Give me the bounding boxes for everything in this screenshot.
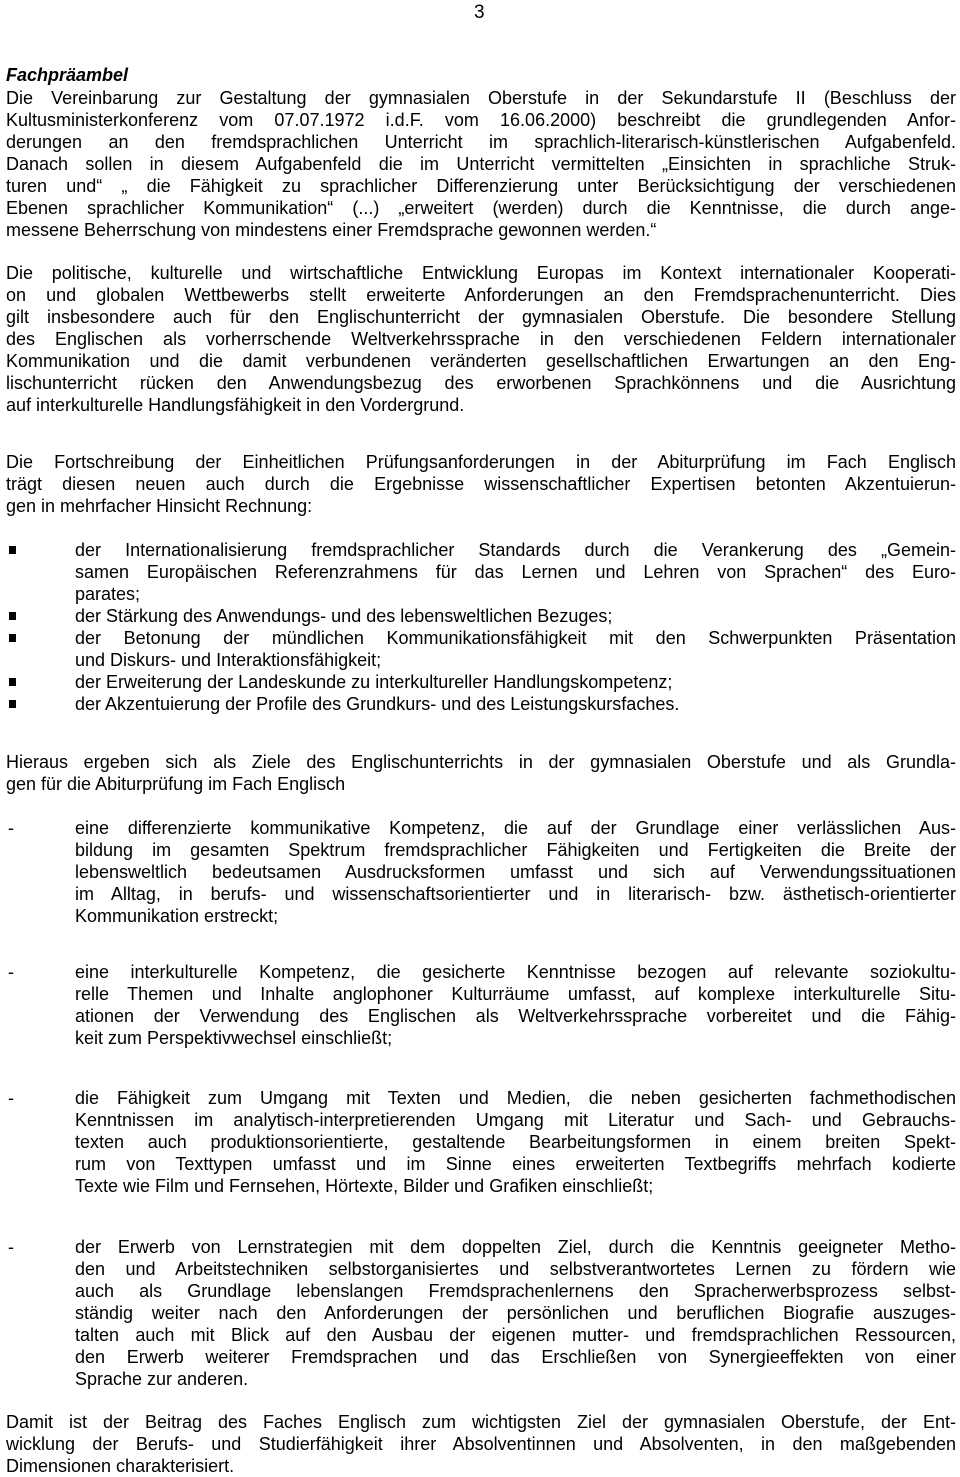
text-line: bildung im gesamten Spektrum fremdsprachlicher Fähigkeiten und Fertigkeiten die Breite der [75,840,956,860]
text-line: Kommunikation und die damit verbundenen veränderten gesellschaftlichen Erwartungen an den Eng- [6,351,956,371]
text-line: und Diskurs- und Interaktionsfähigkeit; [75,650,382,670]
list-item [6,961,956,1049]
list-item [6,627,956,671]
text-line: ständig weiter nach den Anforderungen der persönlichen und beruflichen Biografie auszuges- [75,1303,956,1323]
text-line: rum von Texttypen umfasst und im Sinne eines erweiterten Textbegriffs mehrfach kodierte [75,1154,956,1174]
text-line: eine interkulturelle Kompetenz, die gesicherte Kenntnisse bezogen auf relevante soziokultu- [75,962,956,982]
page-number: 3 [474,2,485,23]
text-line: der Akzentuierung der Profile des Grundkurs- und des Leistungskursfaches. [75,694,680,714]
text-line: talten auch mit Blick auf den Ausbau der eigenen mutter- und fremdsprachlichen Ressourcen, [75,1325,956,1345]
text-line: lebensweltlich bedeutsamen Ausdrucksformen umfasst und sich auf Verwendungssituationen [75,862,956,882]
text-line: Dimensionen charakterisiert. [6,1456,235,1476]
bullet-list [6,539,956,715]
dash-marker: - [8,1237,14,1257]
text-line: der Stärkung des Anwendungs- und des lebensweltlichen Bezuges; [75,606,613,626]
text-line: Kommunikation erstreckt; [75,906,279,926]
text-line: gen in mehrfacher Hinsicht Rechnung: [6,496,313,516]
text-line: der Betonung der mündlichen Kommunikationsfähigkeit mit den Schwerpunkten Präsentation [75,628,956,648]
paragraph [6,262,956,416]
text-line: Damit ist der Beitrag des Faches Englisch zum wichtigsten Ziel der gymnasialen Oberstufe, der Ent- [6,1412,956,1432]
text-line: Sprache zur anderen. [75,1369,249,1389]
list-item [6,539,956,605]
text-line: die Fähigkeit zum Umgang mit Texten und Medien, die neben gesicherten fachmethodischen [75,1088,956,1108]
text-line: den und Arbeitstechniken selbstorganisiertes und selbstverantwortetes Lernen zu fördern wie [75,1259,956,1279]
text-line: Die Fortschreibung der Einheitlichen Prüfungsanforderungen in der Abiturprüfung im Fach Englisch [6,452,956,472]
paragraph [6,87,956,241]
text-line: den Erwerb weiterer Fremdsprachen und das Erschließen von Synergieeffekten von einer [75,1347,956,1367]
text-line: parates; [75,584,141,604]
text-line: der Erweiterung der Landeskunde zu interkultureller Handlungskompetenz; [75,672,673,692]
text-line: auf interkulturelle Handlungsfähigkeit in den Vordergrund. [6,395,465,415]
text-line: gilt insbesondere auch für den Englischunterricht der gymnasialen Oberstufe. Die besondere Stellung [6,307,956,327]
list-item [6,671,956,693]
text-line: Hieraus ergeben sich als Ziele des Englischunterrichts in der gymnasialen Oberstufe und als Grundla- [6,752,956,772]
paragraph [6,451,956,517]
dash-list-item [6,817,956,927]
text-line: Kenntnissen im analytisch-interpretierenden Umgang mit Literatur und Sach- und Gebrauchs- [75,1110,956,1130]
text-line: wicklung der Berufs- und Studierfähigkeit ihrer Absolventinnen und Absolventen, in den maßgebenden [6,1434,956,1454]
list-item [6,605,956,627]
square-bullet-icon [9,546,16,554]
text-line: des Englischen als vorherrschende Weltverkehrssprache in den verschiedenen Feldern internationaler [6,329,956,349]
text-line: trägt diesen neuen auch durch die Ergebnisse wissenschaftlicher Expertisen betonten Akzentuierun- [6,474,956,494]
text-line: relle Themen und Inhalte anglophoner Kulturräume umfasst, auf komplexe interkulturelle Situ- [75,984,956,1004]
text-line: Kultusministerkonferenz vom 07.07.1972 i.d.F. vom 16.06.2000) beschreibt die grundlegenden Anfor- [6,110,956,130]
square-bullet-icon [9,678,16,686]
text-line: keit zum Perspektivwechsel einschließt; [75,1028,393,1048]
list-item [6,1236,956,1390]
dash-marker: - [8,818,14,838]
paragraph [6,1411,956,1477]
section-heading: Fachpräambel [6,65,129,85]
text-line: samen Europäischen Referenzrahmens für das Lernen und Lehren von Sprachen“ des Euro- [75,562,956,582]
text-line: Texte wie Film und Fernsehen, Hörtexte, Bilder und Grafiken einschließt; [75,1176,654,1196]
paragraph [6,751,956,795]
list-item [6,817,956,927]
text-line: lischunterricht rücken den Anwendungsbezug des erworbenen Sprachkönnens und die Ausrichtung [6,373,956,393]
dash-marker: - [8,1088,14,1108]
text-line: eine differenzierte kommunikative Kompetenz, die auf der Grundlage einer verlässlichen Aus- [75,818,956,838]
text-line: derungen an den fremdsprachlichen Unterricht im sprachlich-literarisch-künstlerischen Aufgabenfeld. [6,132,956,152]
text-line: turen und“ „ die Fähigkeit zu sprachlicher Differenzierung unter Berücksichtigung der verschiedenen [6,176,956,196]
text-line: auch als Grundlage lebenslangen Fremdsprachenlernens den Spracherwerbsprozess selbst- [75,1281,956,1301]
dash-list-item [6,1087,956,1197]
text-line: gen für die Abiturprüfung im Fach Englisch [6,774,346,794]
dash-list-item [6,961,956,1049]
text-line: ationen der Verwendung des Englischen als Weltverkehrssprache vorbereitet und die Fähig- [75,1006,956,1026]
text-line: der Internationalisierung fremdsprachlicher Standards durch die Verankerung des „Gemein- [75,540,956,560]
list-item [6,1087,956,1197]
dash-list-item [6,1236,956,1390]
text-line: on und globalen Wettbewerbs stellt erweiterte Anforderungen an den Fremdsprachenunterricht. Dies [6,285,956,305]
text-line: Danach sollen in diesem Aufgabenfeld die im Unterricht vermittelten „Einsichten in sprachliche Struk- [6,154,956,174]
text-line: messene Beherrschung von mindestens einer Fremdsprache gewonnen werden.“ [6,220,657,240]
dash-marker: - [8,962,14,982]
text-line: Die politische, kulturelle und wirtschaftliche Entwicklung Europas im Kontext internationaler Kooperati- [6,263,956,283]
text-line: im Alltag, in berufs- und wissenschaftsorientierter und in literarisch- bzw. ästhetisch-orientierter [75,884,956,904]
text-line: der Erwerb von Lernstrategien mit dem doppelten Ziel, durch die Kenntnis geeigneter Metho- [75,1237,956,1257]
square-bullet-icon [9,634,16,642]
list-item [6,693,956,715]
text-line: Die Vereinbarung zur Gestaltung der gymnasialen Oberstufe in der Sekundarstufe II (Beschluss der [6,88,956,108]
text-line: texten auch produktionsorientierte, gestaltende Bearbeitungsformen in einem breiten Spekt- [75,1132,956,1152]
square-bullet-icon [9,700,16,708]
square-bullet-icon [9,612,16,620]
text-line: Ebenen sprachlicher Kommunikation“ (...) „erweitert (werden) durch die Kenntnisse, die durch ange- [6,198,956,218]
